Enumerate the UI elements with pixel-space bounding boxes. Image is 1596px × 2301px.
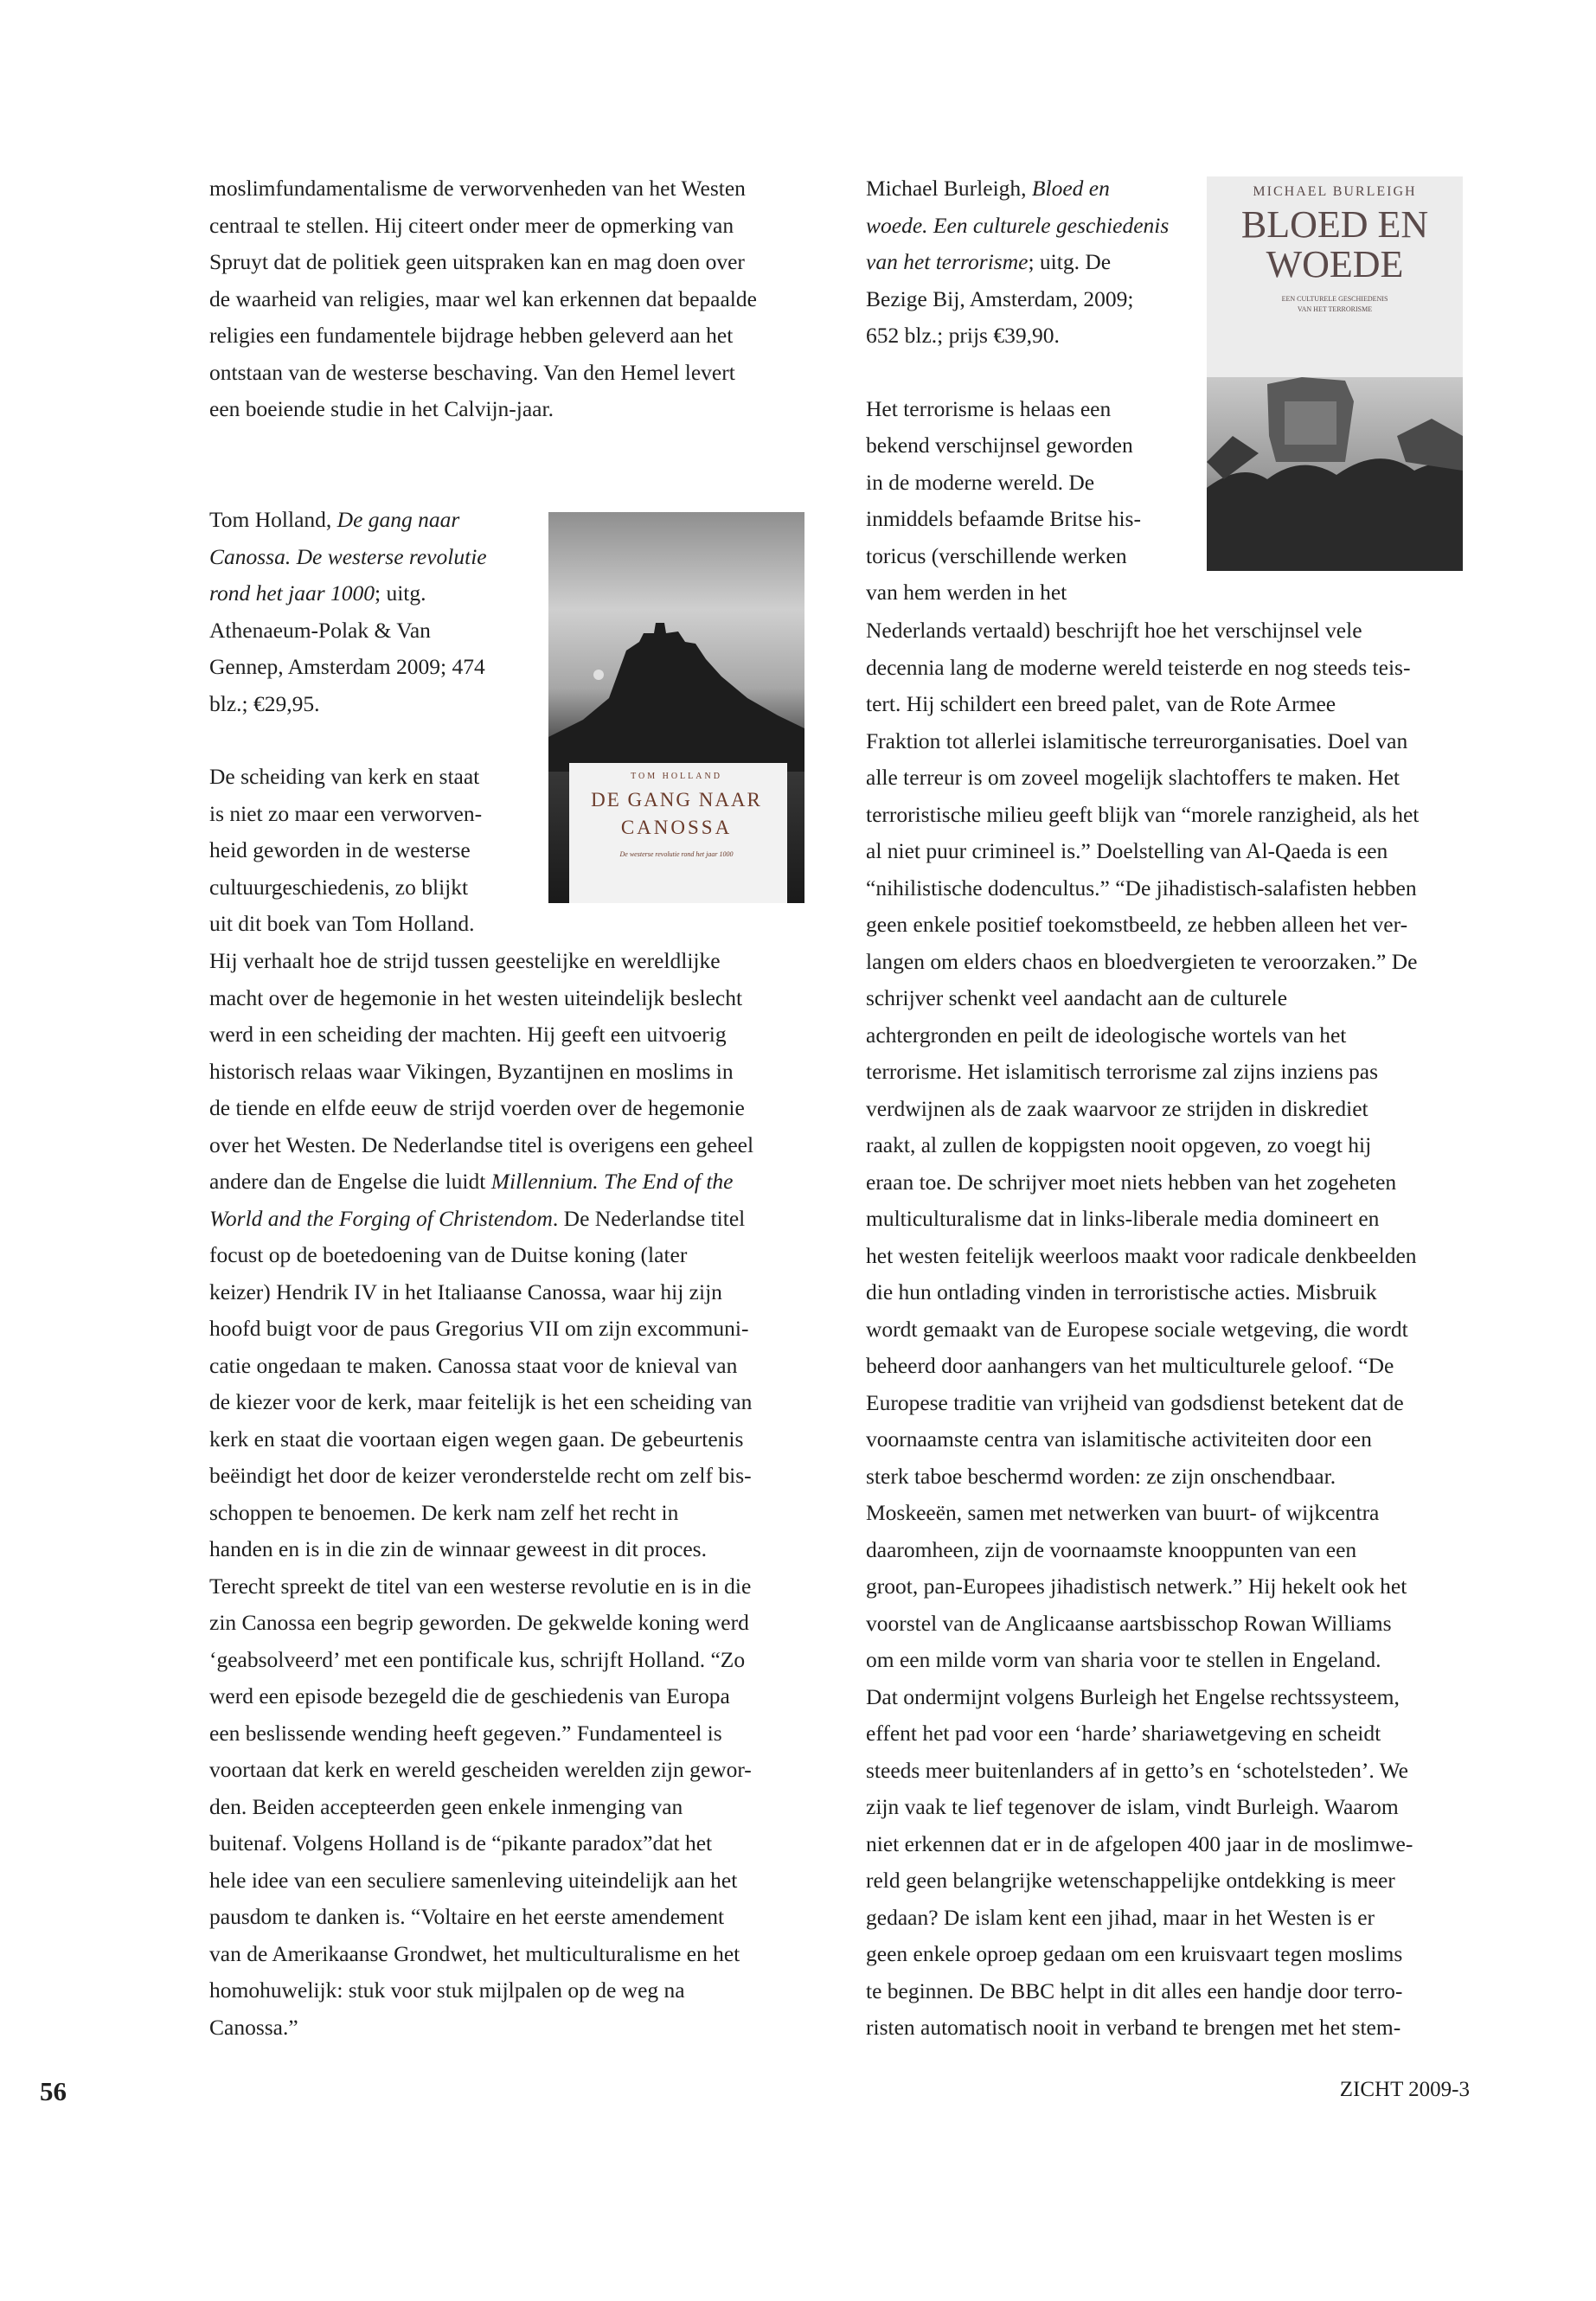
body-line: niet erkennen dat er in de afgelopen 400 jaar in de moslimwe-	[866, 1830, 1413, 1856]
cover-holland-author: TOM HOLLAND	[631, 772, 722, 781]
body-line: gedaan? De islam kent een jihad, maar in het Westen is er	[866, 1904, 1375, 1930]
biblio-line: rond het jaar 1000; uitg.	[209, 580, 426, 606]
body-line: Nederlands vertaald) beschrijft hoe het verschijnsel vele	[866, 618, 1362, 643]
intro-line: ontstaan van de westerse beschaving. Van den Hemel levert	[209, 359, 735, 385]
cover-holland-title-2: CANOSSA	[620, 817, 733, 838]
lead-line: cultuurgeschiedenis, zo blijkt	[209, 874, 469, 900]
body-line: Terecht spreekt de titel van een westerse revolutie en is in die	[209, 1573, 752, 1599]
review-burleigh-header	[866, 170, 1195, 612]
body-line: geen enkele oproep gedaan om een kruisvaart tegen moslims	[866, 1941, 1403, 1966]
intro-line: een boeiende studie in het Calvijn-jaar.	[209, 396, 554, 421]
review-burleigh-biblio	[866, 170, 1195, 355]
body-line: kerk en staat die voortaan eigen wegen gaan. De gebeurtenis	[209, 1426, 744, 1452]
page-number: 56	[40, 2076, 67, 2106]
body-line: pausdom te danken is. “Voltaire en het eerste amendement	[209, 1904, 725, 1929]
review-burleigh-lead	[866, 391, 1195, 612]
body-line: te beginnen. De BBC helpt in dit alles een handje door terro-	[866, 1977, 1403, 2003]
biblio-line: blz.; €29,95.	[209, 690, 320, 716]
book-cover-holland	[548, 512, 804, 903]
body-line: buitenaf. Volgens Holland is de “pikante paradox”dat het	[209, 1830, 713, 1856]
intro-paragraph	[209, 170, 815, 428]
body-line: raakt, al zullen de koppigsten nooit opgeven, zo voegt hij	[866, 1132, 1372, 1157]
body-line: werd in een scheiding der machten. Hij geeft een uitvoerig	[209, 1022, 727, 1047]
body-line: sterk taboe beschermd worden: ze zijn onschendbaar.	[866, 1463, 1336, 1489]
lead-line: toricus (verschillende werken	[866, 542, 1127, 568]
body-line: reld geen belangrijke wetenschappelijke ontdekking is meer	[866, 1868, 1395, 1893]
cover-burleigh-subtitle-2: VAN HET TERRORISME	[1297, 305, 1373, 313]
cover-burleigh-subtitle-1: EEN CULTURELE GESCHIEDENIS	[1281, 295, 1388, 303]
body-line: catie ongedaan te maken. Canossa staat voor de knieval van	[209, 1352, 738, 1378]
body-line: hele idee van een seculiere samenleving uiteindelijk aan het	[209, 1867, 738, 1893]
intro-line: religies een fundamentele bijdrage hebben geleverd aan het	[209, 323, 734, 348]
body-line: terrorisme. Het islamitisch terrorisme zal zijns inziens pas	[866, 1059, 1378, 1084]
body-line: groot, pan-Europees jihadistisch netwerk.” Hij hekelt ook het	[866, 1574, 1407, 1599]
body-line: eraan toe. De schrijver moet niets hebben van het zogeheten	[866, 1169, 1397, 1195]
body-line: decennia lang de moderne wereld teisterde en nog steeds teis-	[866, 654, 1411, 680]
body-line: macht over de hegemonie in het westen uiteindelijk beslecht	[209, 984, 743, 1010]
body-line: voorstel van de Anglicaanse aartsbisschop Rowan Williams	[866, 1610, 1392, 1636]
review-holland-body	[209, 943, 815, 2046]
body-line: werd een episode bezegeld die de geschiedenis van Europa	[209, 1683, 730, 1708]
lead-line: Het terrorisme is helaas een	[866, 395, 1112, 421]
body-line: langen om elders chaos en bloedvergieten te veroorzaken.” De	[866, 948, 1418, 974]
body-line: een beslissende wending heeft gegeven.” Fundamenteel is	[209, 1720, 722, 1746]
body-line: het westen feitelijk weerloos maakt voor radicale denkbeelden	[866, 1242, 1417, 1268]
intro-line: centraal te stellen. Hij citeert onder meer de opmerking van	[209, 212, 734, 238]
body-line: beëindigt het door de keizer veronderstelde recht om zelf bis-	[209, 1463, 752, 1488]
body-line: historisch relaas waar Vikingen, Byzantijnen en moslims in	[209, 1058, 734, 1084]
body-line: Dat ondermijnt volgens Burleigh het Engelse rechtssysteem,	[866, 1683, 1400, 1709]
body-line: achtergronden en peilt de ideologische wortels van het	[866, 1022, 1347, 1048]
intro-line: de waarheid van religies, maar wel kan erkennen dat bepaalde	[209, 285, 757, 311]
body-line: de kiezer voor de kerk, maar feitelijk is het een scheiding van	[209, 1389, 753, 1414]
cover-holland-title-1: DE GANG NAAR	[591, 789, 762, 811]
body-line: schrijver schenkt veel aandacht aan de culturele	[866, 985, 1288, 1010]
review-holland-lead	[209, 759, 522, 943]
biblio-line: Gennep, Amsterdam 2009; 474	[209, 654, 485, 679]
intro-line: Spruyt dat de politiek geen uitspraken kan en mag doen over	[209, 249, 745, 274]
body-line: Fraktion tot allerlei islamitische terreurorganisaties. Doel van	[866, 727, 1408, 753]
biblio-line: Bezige Bij, Amsterdam, 2009;	[866, 285, 1134, 311]
body-line: ‘geabsolveerd’ met een pontificale kus, schrijft Holland. “Zo	[209, 1646, 746, 1672]
left-column	[209, 170, 815, 2040]
body-line: zin Canossa een begrip geworden. De gekwelde koning werd	[209, 1610, 749, 1635]
review-holland-header	[209, 502, 522, 943]
cover-burleigh-author: MICHAEL BURLEIGH	[1253, 184, 1417, 199]
biblio-line: Michael Burleigh, Bloed en	[866, 176, 1110, 201]
biblio-line: Athenaeum-Polak & Van	[209, 617, 431, 643]
cover-burleigh-title-2: WOEDE	[1266, 243, 1404, 285]
biblio-line: 652 blz.; prijs €39,90.	[866, 323, 1060, 348]
body-line: steeds meer buitenlanders af in getto’s en ‘schotelsteden’. We	[866, 1757, 1408, 1783]
lead-line: is niet zo maar een verworven-	[209, 800, 483, 826]
body-line: Hij verhaalt hoe de strijd tussen geestelijke en wereldlijke	[209, 948, 721, 973]
intro-line: moslimfundamentalisme de verworvenheden van het Westen	[209, 176, 746, 201]
body-line: van de Amerikaanse Grondwet, het multiculturalisme en het	[209, 1940, 740, 1966]
body-line: om een milde vorm van sharia voor te stellen in Engeland.	[866, 1647, 1381, 1672]
magazine-issue: ZICHT 2009-3	[1339, 2078, 1470, 2101]
body-line: handen en is in die zin de winnaar geweest in dit proces.	[209, 1536, 707, 1561]
cover-holland-subtitle: De westerse revolutie rond het jaar 1000	[619, 850, 734, 858]
review-holland-biblio	[209, 502, 522, 722]
body-line: keizer) Hendrik IV in het Italiaanse Canossa, waar hij zijn	[209, 1279, 722, 1304]
body-line: andere dan de Engelse die luidt Millennium. The End of the	[209, 1169, 734, 1194]
body-line: Moskeeën, samen met netwerken van buurt- of wijkcentra	[866, 1500, 1380, 1525]
body-line: voornaamste centra van islamitische activiteiten door een	[866, 1426, 1372, 1452]
body-line: beheerd door aanhangers van het multiculturele geloof. “De	[866, 1353, 1394, 1378]
body-line: de tiende en elfde eeuw de strijd voerden over de hegemonie	[209, 1095, 745, 1120]
lead-line: in de moderne wereld. De	[866, 469, 1095, 495]
body-line: homohuwelijk: stuk voor stuk mijlpalen op de weg na	[209, 1977, 685, 2003]
lead-line: van hem werden in het	[866, 580, 1067, 605]
body-line: die hun ontlading vinden in terroristische acties. Misbruik	[866, 1279, 1377, 1304]
body-line: wordt gemaakt van de Europese sociale wetgeving, die wordt	[866, 1316, 1408, 1342]
body-line: hoofd buigt voor de paus Gregorius VII om zijn excommuni-	[209, 1316, 749, 1341]
body-line: “nihilistische dodencultus.” “De jihadistisch-salafisten hebben	[866, 875, 1417, 901]
biblio-line: Canossa. De westerse revolutie	[209, 543, 487, 569]
lead-line: inmiddels befaamde Britse his-	[866, 506, 1141, 531]
body-line: schoppen te benoemen. De kerk nam zelf het recht in	[209, 1499, 679, 1525]
body-line: over het Westen. De Nederlandse titel is overigens een geheel	[209, 1131, 754, 1157]
body-line: Europese traditie van vrijheid van godsdienst betekent dat de	[866, 1389, 1404, 1415]
cover-burleigh-title-1: BLOED EN	[1240, 203, 1429, 246]
body-line: alle terreur is om zoveel mogelijk slachtoffers te maken. Het	[866, 765, 1400, 790]
biblio-line: Tom Holland, De gang naar	[209, 507, 460, 532]
review-burleigh-body	[866, 612, 1471, 2047]
lead-line: uit dit boek van Tom Holland.	[209, 911, 475, 936]
body-line: terroristische milieu geeft blijk van “morele ranzigheid, als het	[866, 801, 1420, 827]
body-line: multiculturalisme dat in links-liberale media domineert en	[866, 1206, 1380, 1231]
body-line: risten automatisch nooit in verband te brengen met het stem-	[866, 2015, 1401, 2040]
body-line: al niet puur crimineel is.” Doelstelling van Al-Qaeda is een	[866, 838, 1388, 863]
body-line: daaromheen, zijn de voornaamste knooppunten van een	[866, 1536, 1357, 1562]
body-line: focust op de boetedoening van de Duitse koning (later	[209, 1242, 688, 1267]
lead-line: De scheiding van kerk en staat	[209, 764, 480, 789]
body-line: World and the Forging of Christendom. De Nederlandse titel	[209, 1205, 746, 1231]
book-cover-burleigh	[1207, 176, 1463, 571]
body-line: Canossa.”	[209, 2014, 298, 2040]
body-line: geen enkele positief toekomstbeeld, ze hebben alleen het ver-	[866, 912, 1408, 937]
body-line: effent het pad voor een ‘harde’ shariawetgeving en scheidt	[866, 1721, 1381, 1746]
body-line: den. Beiden accepteerden geen enkele inmenging van	[209, 1793, 683, 1819]
body-line: tert. Hij schildert een breed palet, van de Rote Armee	[866, 691, 1336, 716]
body-line: verdwijnen als de zaak waarvoor ze strijden in diskrediet	[866, 1095, 1368, 1121]
lead-line: bekend verschijnsel geworden	[866, 433, 1133, 458]
body-line: zijn vaak te lief tegenover de islam, vindt Burleigh. Waarom	[866, 1794, 1399, 1819]
biblio-line: woede. Een culturele geschiedenis	[866, 212, 1170, 238]
body-line: voortaan dat kerk en wereld gescheiden werelden zijn gewor-	[209, 1757, 752, 1782]
biblio-line: van het terrorisme; uitg. De	[866, 249, 1112, 274]
lead-line: heid geworden in de westerse	[209, 837, 471, 862]
